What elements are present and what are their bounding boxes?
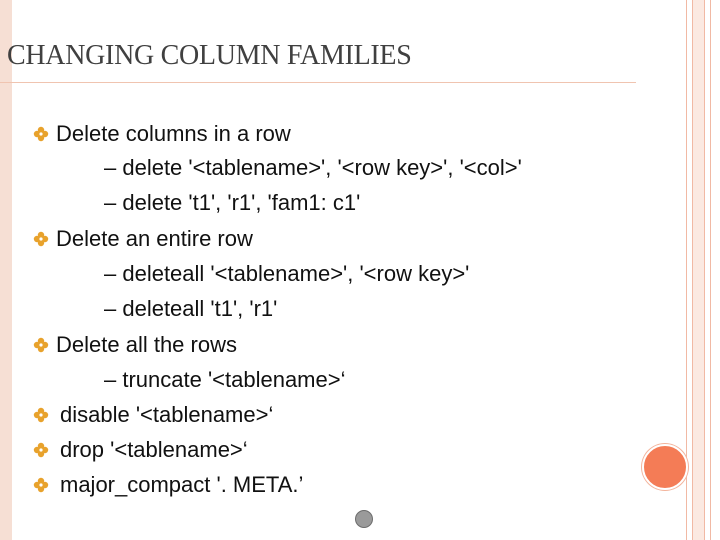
sub-bullet-text: – delete '<tablename>', '<row key>', '<col>' xyxy=(104,155,522,180)
bullet-text: Delete all the rows xyxy=(56,332,237,357)
bullet-text: major_compact '. META.’ xyxy=(60,472,304,497)
flower-icon xyxy=(33,477,49,493)
sub-bullet-text: – deleteall 't1', 'r1' xyxy=(104,296,278,321)
left-margin-band xyxy=(0,0,12,540)
flower-icon xyxy=(33,337,49,353)
right-decor-line xyxy=(692,0,693,540)
bullet-text: Delete an entire row xyxy=(56,226,253,251)
bullet-text: drop '<tablename>‘ xyxy=(60,437,248,462)
right-decor-band xyxy=(682,0,720,540)
sub-bullet-text: – delete 't1', 'r1', 'fam1: c1' xyxy=(104,190,361,215)
right-decor-fill xyxy=(692,0,704,540)
sub-bullet-text: – truncate '<tablename>‘ xyxy=(104,367,346,392)
slide-title: CHANGING COLUMN FAMILIES xyxy=(7,40,412,71)
right-decor-line xyxy=(710,0,711,540)
flower-icon xyxy=(33,126,49,142)
decor-circle-orange xyxy=(642,444,688,490)
bullet-text: disable '<tablename>‘ xyxy=(60,402,274,427)
flower-icon xyxy=(33,407,49,423)
flower-icon xyxy=(33,442,49,458)
right-decor-line xyxy=(704,0,705,540)
title-divider xyxy=(0,82,636,83)
flower-icon xyxy=(33,231,49,247)
decor-circle-gray xyxy=(355,510,373,528)
sub-bullet-text: – deleteall '<tablename>', '<row key>' xyxy=(104,261,470,286)
bullet-text: Delete columns in a row xyxy=(56,121,291,146)
